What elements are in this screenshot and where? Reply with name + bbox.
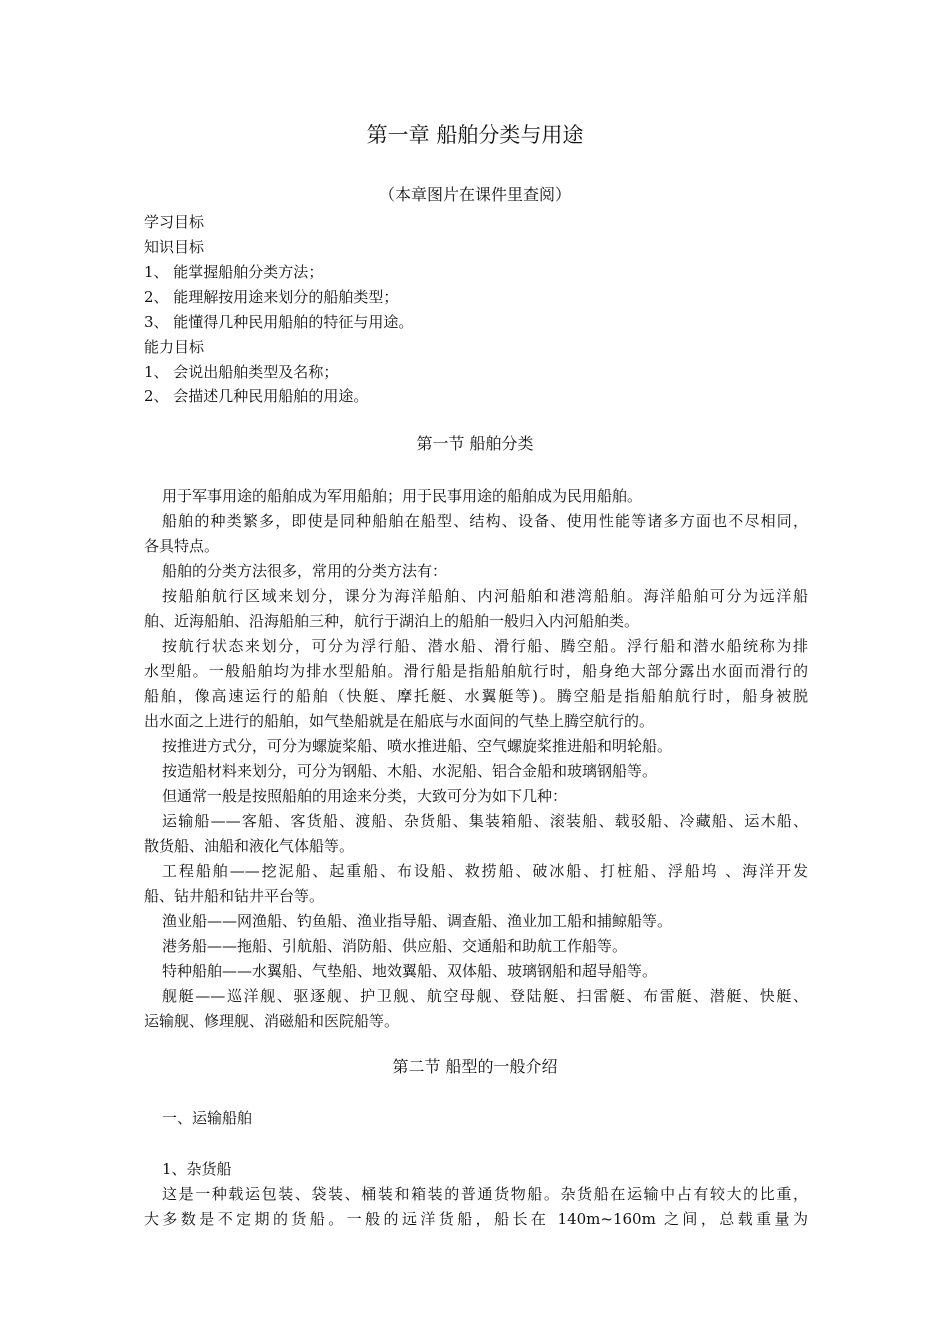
paragraph-line: 按造船材料来划分，可分为钢船、木船、水泥船、铝合金船和玻璃钢船等。 (162, 762, 658, 780)
paragraph-line: 用于军事用途的船舶成为军用船舶；用于民事用途的船舶成为民用船舶。 (162, 487, 643, 505)
paragraph-line: 船、钻井船和钻井平台等。 (144, 887, 325, 905)
chapter-subtitle: （本章图片在课件里查阅） (378, 185, 571, 204)
section1-heading: 第一节 船舶分类 (416, 434, 534, 453)
paragraph-line: 这是一种载运包装、袋装、桶装和箱装的普通货物船。杂货船在运输中占有较大的比重， (162, 1185, 808, 1203)
paragraph-line: 各具特点。 (144, 537, 220, 555)
paragraph-line: 渔业船——网渔船、钓鱼船、渔业指导船、调查船、渔业加工船和捕鲸船等。 (162, 912, 673, 930)
chapter-title: 第一章 船舶分类与用途 (366, 123, 584, 147)
knowledge-item: 1、 能掌握船舶分类方法； (144, 263, 324, 281)
paragraph-line: 运输船——客船、客货船、渡船、杂货船、集装箱船、滚装船、载驳船、冷藏船、运木船、 (162, 812, 808, 830)
ability-item: 2、 会描述几种民用船舶的用途。 (144, 387, 369, 405)
paragraph-line: 水型船。一般船舶均为排水型船舶。滑行船是指船舶航行时，船身绝大部分露出水面而滑行的 (144, 662, 808, 680)
subsection-heading: 一、运输船舶 (162, 1109, 253, 1127)
section2-heading: 第二节 船型的一般介绍 (392, 1057, 558, 1076)
objectives-heading: 学习目标 (144, 213, 205, 231)
paragraph-line: 出水面之上进行的船舶，如气垫船就是在船底与水面间的气垫上腾空航行的。 (144, 712, 655, 730)
paragraph-line: 按航行状态来划分，可分为浮行船、潜水船、滑行船、腾空船。浮行船和潜水船统称为排 (162, 637, 808, 655)
paragraph-line: 船舶的种类繁多，即使是同种船舶在船型、结构、设备、使用性能等诸多方面也不尽相同， (162, 512, 808, 530)
paragraph-line: 船舶，像高速运行的船舶（快艇、摩托艇、水翼艇等)。腾空船是指船舶航行时，船身被脱 (144, 687, 808, 705)
paragraph-line: 按推进方式分，可分为螺旋桨船、喷水推进船、空气螺旋桨推进船和明轮船。 (162, 737, 673, 755)
subsection-heading: 1、杂货船 (162, 1160, 232, 1178)
knowledge-item: 2、 能理解按用途来划分的船舶类型； (144, 288, 399, 306)
paragraph-line: 船舶的分类方法很多，常用的分类方法有： (162, 562, 448, 580)
paragraph-line: 特种船舶——水翼船、气垫船、地效翼船、双体船、玻璃钢船和超导船等。 (162, 962, 658, 980)
paragraph-line: 舶、近海船舶、沿海船舶三种，航行于湖泊上的船舶一般归入内河船舶类。 (144, 612, 640, 630)
paragraph-line: 舰艇——巡洋舰、驱逐舰、护卫舰、航空母舰、登陆艇、扫雷艇、布雷艇、潜艇、快艇、 (162, 987, 808, 1005)
knowledge-heading: 知识目标 (144, 238, 205, 256)
paragraph-line: 按船舶航行区域来划分，课分为海洋船舶、内河船舶和港湾船舶。海洋船舶可分为远洋船 (162, 587, 808, 605)
paragraph-line: 大多数是不定期的货船。一般的远洋货船，船长在 140m~160m 之间，总载重量为 (144, 1210, 808, 1228)
paragraph-line: 港务船——拖船、引航船、消防船、供应船、交通船和助航工作船等。 (162, 937, 628, 955)
paragraph-line: 工程船舶——挖泥船、起重船、布设船、救捞船、破冰船、打桩船、浮船坞 、海洋开发 (162, 862, 808, 880)
knowledge-item: 3、 能懂得几种民用船舶的特征与用途。 (144, 313, 414, 331)
paragraph-line: 散货船、油船和液化气体船等。 (144, 837, 355, 855)
paragraph-line: 但通常一般是按照船舶的用途来分类，大致可分为如下几种： (162, 787, 568, 805)
ability-heading: 能力目标 (144, 338, 205, 356)
ability-item: 1、 会说出船舶类型及名称； (144, 363, 339, 381)
paragraph-line: 运输舰、修理舰、消磁船和医院船等。 (144, 1012, 400, 1030)
